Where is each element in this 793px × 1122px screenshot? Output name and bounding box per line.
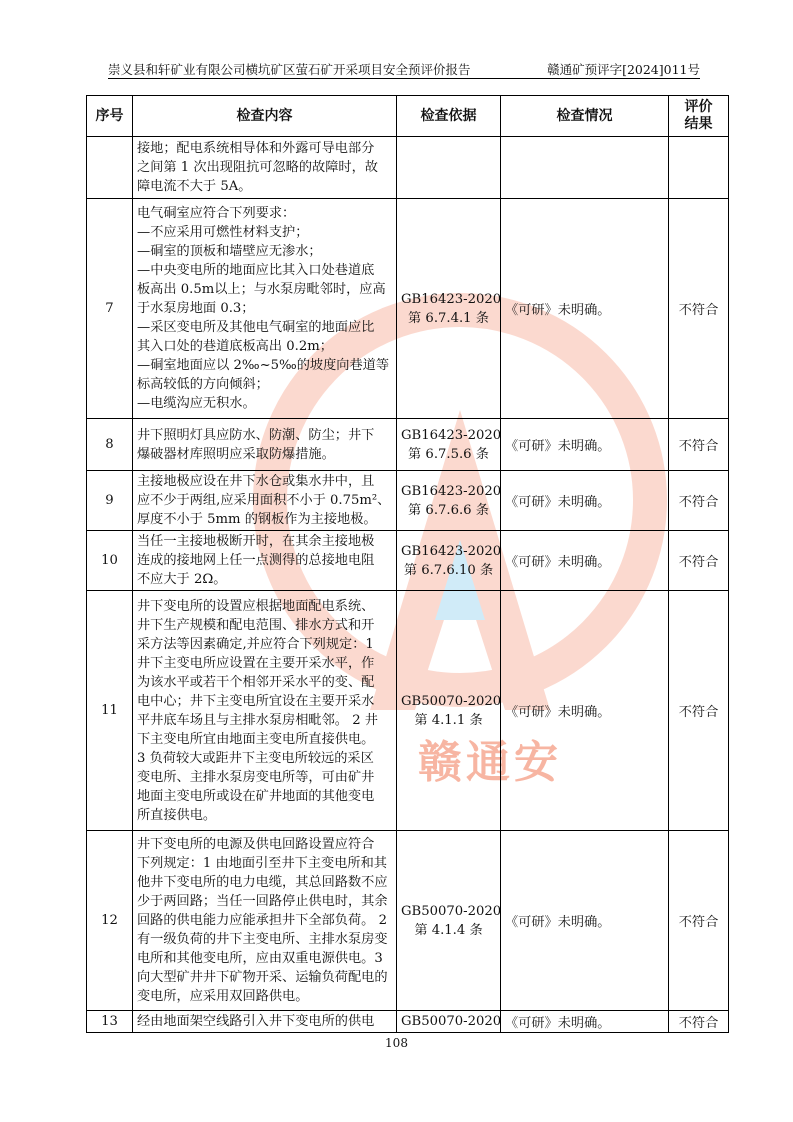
content-line: 标高较低的方向倾斜；	[137, 377, 269, 392]
evaluation-result: 不符合	[669, 831, 729, 1011]
inspection-status: 《可研》未明确。	[501, 831, 669, 1011]
evaluation-result	[669, 137, 729, 199]
content-line: 不应大于 2Ω。	[137, 572, 227, 587]
content-line: 电气硐室应符合下列要求：	[137, 206, 296, 221]
content-line: 应不少于两组,应采用面积不小于 0.75m²、	[137, 493, 391, 508]
content-line: 少于两回路；当任一回路停止供电时，其余	[137, 894, 388, 909]
row-number: 12	[87, 831, 133, 1011]
row-number: 8	[87, 419, 133, 471]
content-line: 下列规定：1 由地面引至井下主变电所和其	[137, 856, 387, 871]
inspection-content	[133, 419, 397, 471]
evaluation-result: 不符合	[669, 199, 729, 419]
content-line: 其入口处的巷道底板高出 0.2m；	[137, 339, 333, 354]
table-row	[87, 199, 729, 419]
content-line: 之间第 1 次出现阻抗可忽略的故障时，故	[137, 160, 378, 175]
inspection-status: 《可研》未明确。	[501, 531, 669, 591]
content-line: 连成的接地网上任一点测得的总接地电阻	[137, 553, 375, 568]
content-line: 井下照明灯具应防水、防潮、防尘；井下	[137, 427, 375, 443]
basis-line: GB16423-2020	[401, 483, 502, 499]
inspection-content	[133, 1011, 397, 1033]
content-line: 井下变电所的设置应根据地面配电系统、	[137, 598, 375, 614]
column-header-status: 检查情况	[501, 96, 669, 137]
content-line: 向大型矿井井下矿物开采、运输负荷配电的	[137, 970, 388, 985]
inspection-content	[133, 531, 397, 591]
table-row	[87, 831, 729, 1011]
content-line: 经由地面架空线路引入井下变电所的供电	[137, 1014, 375, 1029]
evaluation-result: 不符合	[669, 471, 729, 531]
inspection-status: 《可研》未明确。	[501, 591, 669, 831]
content-line: 障电流不大于 5A。	[137, 179, 252, 194]
inspection-content	[133, 137, 397, 199]
inspection-basis	[397, 137, 501, 199]
content-line: 主接地极应设在井下水仓或集水井中，且	[137, 474, 375, 489]
content-line: —采区变电所及其他电气硐室的地面应比	[137, 320, 375, 335]
column-header-number: 序号	[87, 96, 133, 137]
content-line: —硐室的顶板和墙壁应无渗水；	[137, 244, 322, 259]
table-row	[87, 137, 729, 199]
row-number: 11	[87, 591, 133, 831]
basis-line: GB16423-2020	[401, 427, 502, 443]
content-line: 他井下变电所的电力电缆，其总回路数不应	[137, 875, 388, 890]
basis-line: GB16423-2020	[401, 291, 502, 307]
content-line: 为该水平或若干个相邻开采水平的变、配	[137, 674, 375, 690]
report-title: 崇义县和轩矿业有限公司横坑矿区萤石矿开采项目安全预评价报告	[108, 62, 471, 77]
evaluation-result: 不符合	[669, 419, 729, 471]
page-header	[108, 58, 700, 79]
inspection-basis	[397, 831, 501, 1011]
basis-line: 第 4.1.1 条	[414, 712, 483, 728]
inspection-content	[133, 591, 397, 831]
row-number	[87, 137, 133, 199]
table-header-row	[87, 96, 729, 137]
basis-line: GB50070-2020	[401, 903, 502, 919]
content-line: 接地；配电系统相导体和外露可导电部分	[137, 141, 375, 156]
basis-line: 第 4.1.4 条	[414, 922, 483, 938]
document-number: 赣通矿预评字[2024]011号	[547, 62, 700, 77]
table-row	[87, 531, 729, 591]
content-line: 井下变电所的电源及供电回路设置应符合	[137, 837, 375, 852]
basis-line: GB50070-2020	[401, 693, 502, 709]
content-line: 有一级负荷的井下主变电所、主排水泵房变	[137, 932, 388, 947]
evaluation-result: 不符合	[669, 1011, 729, 1033]
page-number: 108	[385, 1036, 408, 1050]
content-line: 爆破器材库照明应采取防爆措施。	[137, 446, 335, 462]
content-line: —中央变电所的地面应比其入口处巷道底	[137, 263, 375, 278]
inspection-table	[86, 95, 729, 1033]
inspection-basis	[397, 531, 501, 591]
content-line: 3 负荷较大或距井下主变电所较远的采区	[137, 750, 374, 766]
inspection-basis	[397, 591, 501, 831]
content-line: 平井底车场且与主排水泵房相毗邻。 2 井	[137, 712, 378, 728]
table-row	[87, 419, 729, 471]
row-number: 9	[87, 471, 133, 531]
content-line: —电缆沟应无积水。	[137, 396, 256, 411]
content-line: 电所和其他变电所，应由双重电源供电。3	[137, 951, 383, 966]
row-number: 10	[87, 531, 133, 591]
basis-line: 第 6.7.6.10 条	[403, 562, 494, 578]
column-header-basis: 检查依据	[397, 96, 501, 137]
inspection-content	[133, 471, 397, 531]
inspection-basis	[397, 1011, 501, 1033]
result-header-line: 结果	[684, 116, 713, 132]
content-line: 厚度不小于 5mm 的钢板作为主接地极。	[137, 512, 377, 527]
result-header-line: 评价	[684, 99, 713, 115]
content-line: 下主变电所宜由地面主变电所直接供电。	[137, 731, 375, 747]
content-line: 所直接供电。	[137, 807, 217, 823]
inspection-basis	[397, 199, 501, 419]
content-line: 采方法等因素确定,并应符合下列规定：1	[137, 636, 374, 652]
content-line: 地面主变电所或设在矿井地面的其他变电	[137, 788, 375, 804]
content-line: 井下主变电所应设置在主要开采水平，作	[137, 655, 375, 671]
content-line: 电中心；井下主变电所宜设在主要开采水	[137, 693, 375, 709]
column-header-result	[669, 96, 729, 137]
content-line: 当任一主接地极断开时，在其余主接地极	[137, 534, 375, 549]
basis-line: 第 6.7.5.6 条	[408, 446, 489, 462]
column-header-content: 检查内容	[133, 96, 397, 137]
inspection-status	[501, 137, 669, 199]
table-row	[87, 471, 729, 531]
basis-line: 第 6.7.6.6 条	[408, 502, 489, 518]
basis-line: GB16423-2020	[401, 543, 502, 559]
evaluation-result: 不符合	[669, 591, 729, 831]
content-line: 于水泵房地面 0.3；	[137, 301, 255, 316]
inspection-status: 《可研》未明确。	[501, 419, 669, 471]
inspection-status: 《可研》未明确。	[501, 1011, 669, 1033]
inspection-basis	[397, 419, 501, 471]
basis-line: 第 6.7.4.1 条	[408, 310, 489, 326]
row-number: 7	[87, 199, 133, 419]
inspection-content	[133, 199, 397, 419]
inspection-status: 《可研》未明确。	[501, 471, 669, 531]
evaluation-result: 不符合	[669, 531, 729, 591]
content-line: 井下生产规模和配电范围、排水方式和开	[137, 617, 375, 633]
table-row	[87, 1011, 729, 1033]
watermark-text: 赣通安	[418, 737, 562, 788]
content-line: —不应采用可燃性材料支护；	[137, 225, 309, 240]
table-row	[87, 591, 729, 831]
inspection-status: 《可研》未明确。	[501, 199, 669, 419]
inspection-basis	[397, 471, 501, 531]
content-line: 板高出 0.5m以上；与水泵房毗邻时，应高	[137, 282, 386, 297]
content-line: 变电所、主排水泵房变电所等，可由矿井	[137, 769, 375, 785]
content-line: —硐室地面应以 2‰~5‰的坡度向巷道等	[137, 358, 390, 373]
content-line: 回路的供电能力应能承担井下全部负荷。 2	[137, 913, 387, 928]
row-number: 13	[87, 1011, 133, 1033]
inspection-content	[133, 831, 397, 1011]
content-line: 变电所，应采用双回路供电。	[137, 989, 309, 1004]
basis-line: GB50070-2020	[401, 1014, 502, 1029]
